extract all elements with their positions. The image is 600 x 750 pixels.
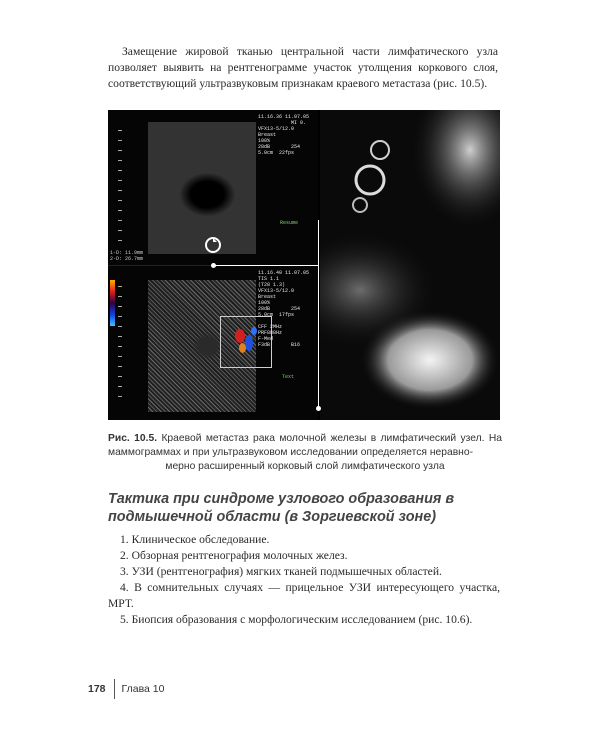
depth-scale [118, 130, 122, 250]
steps-list [108, 532, 500, 628]
distance-measure-1: 1-D: 11.9mm [110, 250, 144, 256]
figure-connector [213, 265, 318, 266]
doppler-readout: 11.16.40 11.07.05 TIS 1.1 (T28 1.3) VFX13-5/12.0 Breast 100% 28dB 254 5.0cm 17fps CFF 2MHz PRF888Hz F-Med F3dB B16 [258, 270, 310, 348]
caption-last-line: мерно расширенный корковый слой лимфатического узла [165, 461, 445, 472]
depth-scale [118, 286, 122, 406]
ultrasound-readout: 11.16.36 11.07.05 MI 0. VFX13-5/12.0 Breast 100% 28dB 254 5.0cm 22fps [258, 114, 310, 156]
list-item: 2. Обзорная рентгенография молочных желез. [120, 549, 348, 562]
ultrasound-side-label: Resume [280, 220, 299, 226]
distance-measure-2: 2-D: 26.7mm [110, 256, 144, 262]
figure-10-5 [108, 110, 500, 420]
page-number: 178 [88, 683, 106, 695]
chapter-label: Глава 10 [121, 683, 165, 695]
doppler-side-label: Text [282, 374, 295, 380]
caption-text: Краевой метастаз рака молочной железы в лимфатический узел. На маммограммах и при ультразвуковом исследовании определяется неравно- [108, 433, 502, 458]
connector-dot [316, 406, 321, 411]
ultrasound-top-panel [108, 110, 318, 265]
footer-divider [114, 679, 115, 699]
connector-dot [211, 263, 216, 268]
intro-paragraph: Замещение жировой тканью центральной части лимфатического узла позволяет выявить на рентгенограмме участок утолщения коркового слоя, соответствующий ультразвуковым признакам краевого метастаза (рис. 10.5). [108, 45, 498, 90]
list-item: 1. Клиническое обследование. [120, 533, 270, 546]
figure-caption [108, 432, 502, 474]
probe-orientation-icon [204, 236, 222, 254]
ultrasound-scan-image [148, 122, 256, 254]
doppler-scan-image [148, 280, 256, 412]
list-item: 4. В сомнительных случаях — прицельное УЗИ интересующего участка, МРТ. [108, 581, 500, 610]
list-item: 5. Биопсия образования с морфологическим исследованием (рис. 10.6). [120, 613, 473, 626]
caption-label: Рис. 10.5. [108, 433, 158, 444]
figure-connector [318, 220, 319, 410]
ultrasound-bottom-panel [108, 265, 318, 420]
doppler-color-scale [110, 280, 115, 326]
page-footer [88, 679, 165, 699]
list-item: 3. УЗИ (рентгенография) мягких тканей подмышечных областей. [120, 565, 442, 578]
section-title: Тактика при синдроме узлового образования в подмышечной области (в Зоргиевской зоне) [108, 491, 455, 525]
mammogram-image [320, 110, 500, 420]
